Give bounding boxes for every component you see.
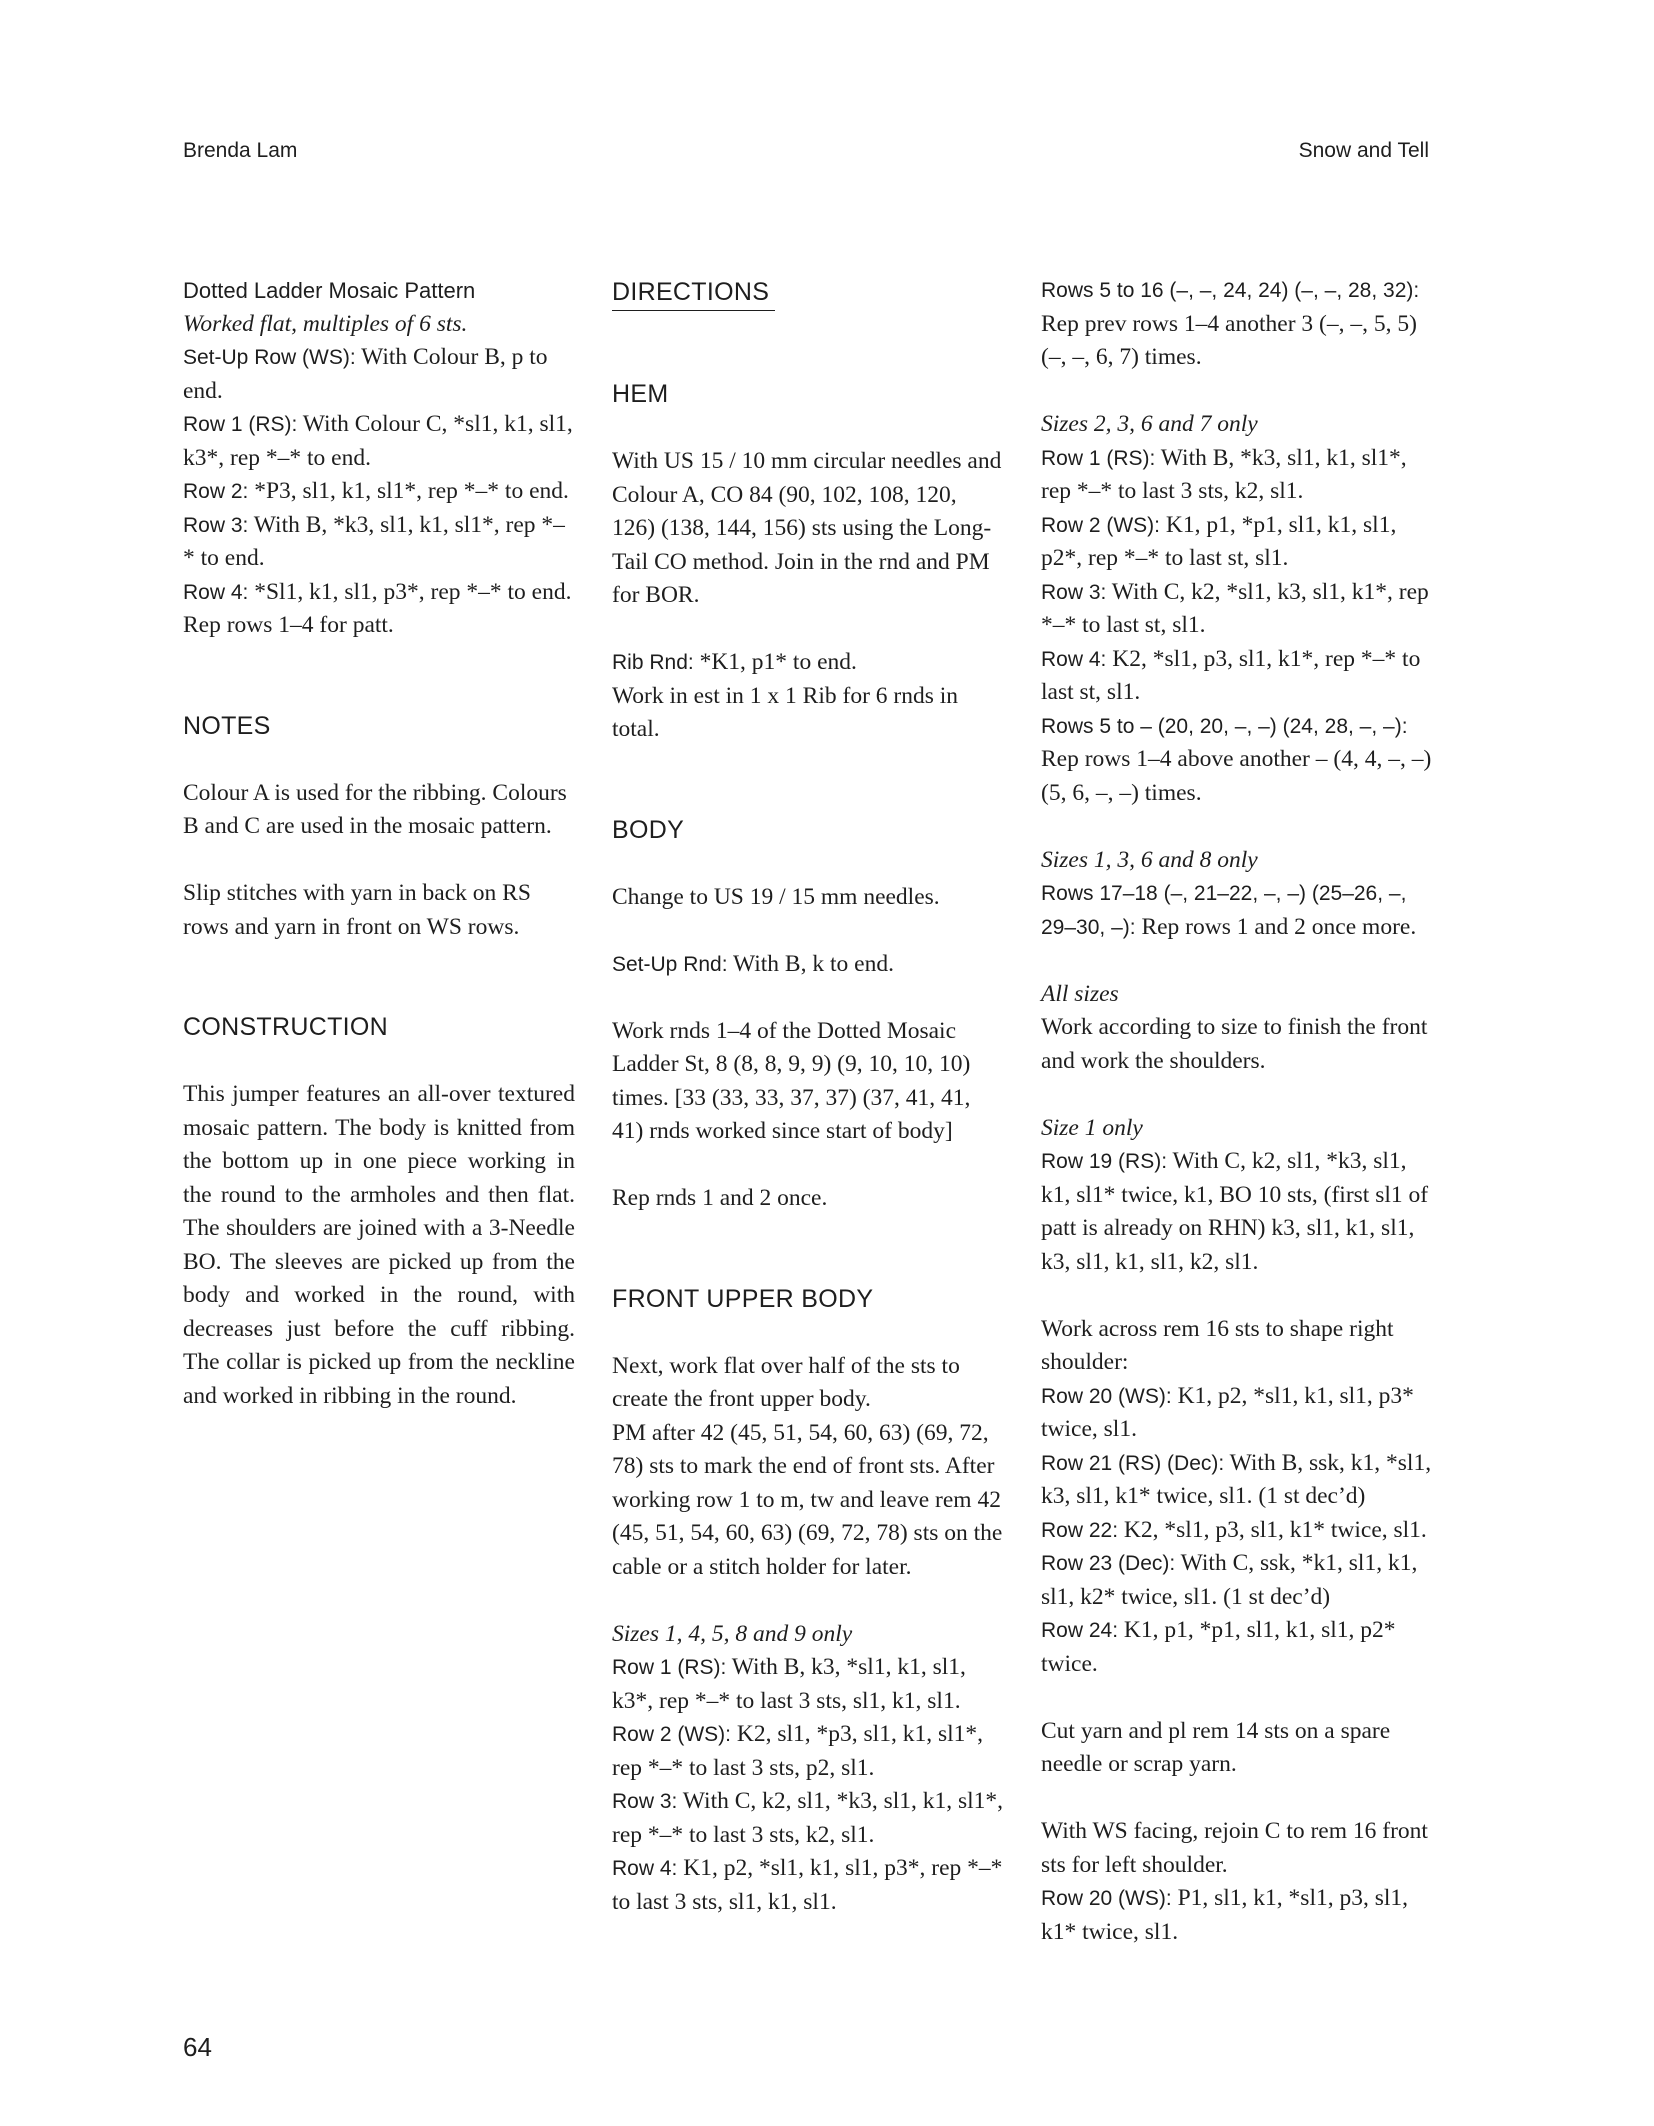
front-paragraph: Next, work flat over half of the sts to create the front upper body. bbox=[612, 1352, 960, 1412]
row-label: Row 19 (RS): bbox=[1041, 1150, 1168, 1173]
body-paragraph: Work rnds 1–4 of the Dotted Mosaic Ladder St, 8 (8, 8, 9, 9) (9, 10, 10, 10) times. [33 (33, 33, 37, 37) (37, 41, 41, 41) rnds worked since start of body] bbox=[612, 1017, 971, 1144]
row-text: With Colour C, *sl1, k1, sl1, k3*, rep *–* to end. bbox=[183, 411, 573, 471]
row-label: Row 4: bbox=[612, 1857, 678, 1880]
sizes-heading: Sizes 1, 3, 6 and 8 only bbox=[1041, 846, 1258, 873]
body-heading: BODY bbox=[612, 815, 685, 844]
pattern-rows bbox=[1041, 1882, 1433, 1949]
row-text: With B, k3, *sl1, k1, sl1, k3*, rep *–* to last 3 sts, sl1, k1, sl1. bbox=[612, 1654, 966, 1714]
row-label: Rows 5 to – (20, 20, –, –) (24, 28, –, –): bbox=[1041, 714, 1408, 738]
row-text: With C, ssk, *k1, sl1, k1, sl1, k2* twice, sl1. (1 st dec’d) bbox=[1041, 1550, 1418, 1610]
row-text: *Sl1, k1, sl1, p3*, rep *–* to end. bbox=[248, 578, 572, 605]
row-label: Row 4: bbox=[183, 580, 249, 604]
pattern-rows bbox=[183, 341, 575, 609]
row-text: With C, k2, sl1, *k3, sl1, k1, sl1* twice, k1, BO 10 sts, (first sl1 of patt is already on RHN) k3, sl1, k1, sl1, k3, sl1, k1, sl1, k2, sl1. bbox=[1041, 1148, 1429, 1275]
row-label: Rows 17–18 (–, 21–22, –, –) (25–26, –, 29–30, –): bbox=[1041, 882, 1407, 939]
row-text: K2, sl1, *p3, sl1, k1, sl1*, rep *–* to last 3 sts, p2, sl1. bbox=[612, 1721, 984, 1781]
directions-heading: DIRECTIONS bbox=[612, 274, 775, 311]
row-label: Row 1 (RS): bbox=[1041, 446, 1156, 470]
setup-text: With B, k to end. bbox=[727, 950, 894, 977]
pattern-row bbox=[1041, 1547, 1433, 1614]
notes-paragraph: Colour A is used for the ribbing. Colours B and C are used in the mosaic pattern. bbox=[183, 779, 567, 839]
pattern-row bbox=[183, 509, 575, 576]
setup-round bbox=[612, 948, 1004, 982]
row-label: Row 23 (Dec): bbox=[1041, 1552, 1176, 1575]
row-label: Row 3: bbox=[1041, 580, 1107, 604]
size-1-heading: Size 1 only bbox=[1041, 1114, 1143, 1141]
page-number: 64 bbox=[183, 2032, 212, 2062]
row-text: K1, p2, *sl1, k1, sl1, p3* twice, sl1. bbox=[1041, 1382, 1414, 1442]
row-text: With C, k2, *sl1, k3, sl1, k1*, rep *–* to last st, sl1. bbox=[1041, 578, 1429, 638]
work-across-text: Work across rem 16 sts to shape right shoulder: bbox=[1041, 1315, 1394, 1375]
sizes-heading: Sizes 2, 3, 6 and 7 only bbox=[1041, 411, 1258, 437]
pattern-row bbox=[1041, 1447, 1433, 1514]
pattern-row bbox=[612, 1785, 1004, 1852]
pattern-row bbox=[1041, 1614, 1433, 1681]
body-paragraph: Change to US 19 / 15 mm needles. bbox=[612, 883, 940, 910]
pattern-row bbox=[1041, 1882, 1433, 1949]
front-upper-body-heading: FRONT UPPER BODY bbox=[612, 1284, 874, 1313]
row-text: With Colour B, p to end. bbox=[183, 344, 548, 404]
row-label: Row 21 (RS) (Dec): bbox=[1041, 1451, 1225, 1475]
pattern-row bbox=[1041, 274, 1433, 375]
row-text: K1, p1, *p1, sl1, k1, sl1, p2* twice. bbox=[1041, 1617, 1396, 1677]
row-text: With B, *k3, sl1, k1, sl1*, rep *–* to last 3 sts, k2, sl1. bbox=[1041, 444, 1407, 504]
row-text: Rep prev rows 1–4 another 3 (–, –, 5, 5) (–, –, 6, 7) times. bbox=[1041, 310, 1417, 370]
row-text: With C, k2, sl1, *k3, sl1, k1, sl1*, rep *–* to last 3 sts, k2, sl1. bbox=[612, 1788, 1004, 1848]
pattern-row bbox=[183, 408, 575, 475]
all-sizes-heading: All sizes bbox=[1041, 980, 1119, 1007]
pattern-row bbox=[1041, 877, 1433, 944]
pattern-rows bbox=[1041, 877, 1433, 944]
pattern-row bbox=[1041, 442, 1433, 509]
column-3 bbox=[1041, 274, 1433, 1949]
row-text: K1, p1, *p1, sl1, k1, sl1, p2*, rep *–* to last st, sl1. bbox=[1041, 511, 1397, 571]
row-text: P1, sl1, k1, *sl1, p3, sl1, k1* twice, sl1. bbox=[1041, 1885, 1409, 1945]
notes-paragraph: Slip stitches with yarn in back on RS rows and yarn in front on WS rows. bbox=[183, 880, 531, 940]
pattern-row bbox=[1041, 509, 1433, 576]
row-label: Row 2 (WS): bbox=[612, 1723, 732, 1746]
setup-label: Set-Up Rnd: bbox=[612, 952, 728, 976]
row-label: Row 20 (WS): bbox=[1041, 1384, 1172, 1408]
pattern-row bbox=[183, 341, 575, 408]
row-label: Set-Up Row (WS): bbox=[183, 346, 356, 369]
pattern-row bbox=[612, 1852, 1004, 1919]
row-text: Rep rows 1–4 above another – (4, 4, –, –) (5, 6, –, –) times. bbox=[1041, 746, 1432, 806]
pattern-row bbox=[1041, 1145, 1433, 1279]
all-sizes-text: Work according to size to finish the front and work the shoulders. bbox=[1041, 1014, 1428, 1074]
rib-label: Rib Rnd: bbox=[612, 651, 694, 674]
pattern-row bbox=[1041, 710, 1433, 811]
column-2 bbox=[612, 274, 1004, 1919]
row-label: Row 4: bbox=[1041, 647, 1107, 671]
row-text: K1, p2, *sl1, k1, sl1, p3*, rep *–* to last 3 sts, sl1, k1, sl1. bbox=[612, 1855, 1003, 1915]
pattern-row bbox=[612, 1651, 1004, 1718]
construction-paragraph: This jumper features an all-over textured mosaic pattern. The body is knitted from the bottom up in one piece working in the round to the armholes and then flat. The shoulders are joined with a 3-Needle BO. The sleeves are picked up from the body and worked in the round, with decreases just before the cuff ribbing. The collar is picked up from the neckline and worked in ribbing in the round. bbox=[183, 1081, 575, 1409]
row-label: Row 3: bbox=[612, 1790, 678, 1813]
pattern-row bbox=[1041, 1380, 1433, 1447]
rib-text: *K1, p1* to end. bbox=[693, 649, 857, 675]
row-label: Row 2: bbox=[183, 480, 249, 503]
cut-yarn-text: Cut yarn and pl rem 14 sts on a spare needle or scrap yarn. bbox=[1041, 1717, 1391, 1777]
pattern-row bbox=[183, 576, 575, 610]
repeat-text: Rep rows 1–4 for patt. bbox=[183, 612, 394, 638]
pattern-title: Dotted Ladder Mosaic Pattern bbox=[183, 278, 476, 303]
rib-work: Work in est in 1 x 1 Rib for 6 rnds in total. bbox=[612, 682, 959, 742]
front-paragraph: PM after 42 (45, 51, 54, 60, 63) (69, 72, 78) sts to mark the end of front sts. After working row 1 to m, tw and leave rem 42 (45, 51, 54, 60, 63) (69, 72, 78) sts on the cable or a stitch holder for later. bbox=[612, 1419, 1003, 1580]
ws-facing-text: With WS facing, rejoin C to rem 16 front sts for left shoulder. bbox=[1041, 1818, 1428, 1878]
row-text: Rep rows 1 and 2 once more. bbox=[1135, 913, 1417, 940]
pattern-row bbox=[1041, 643, 1433, 710]
row-text: *P3, sl1, k1, sl1*, rep *–* to end. bbox=[248, 478, 569, 504]
row-text: With B, *k3, sl1, k1, sl1*, rep *–* to end. bbox=[183, 511, 565, 571]
pattern-subtitle: Worked flat, multiples of 6 sts. bbox=[183, 310, 468, 337]
pattern-row bbox=[1041, 1514, 1433, 1548]
pattern-rows bbox=[612, 1651, 1004, 1919]
row-label: Row 1 (RS): bbox=[612, 1656, 727, 1679]
row-text: K2, *sl1, p3, sl1, k1*, rep *–* to last st, sl1. bbox=[1041, 645, 1421, 705]
row-label: Row 22: bbox=[1041, 1518, 1119, 1542]
hem-paragraph: With US 15 / 10 mm circular needles and Colour A, CO 84 (90, 102, 108, 120, 126) (138, 144, 156) sts using the Long-Tail CO method. Join in the rnd and PM for BOR. bbox=[612, 448, 1002, 608]
sizes-heading: Sizes 1, 4, 5, 8 and 9 only bbox=[612, 1620, 853, 1647]
column-1 bbox=[183, 274, 575, 1413]
pattern-row bbox=[1041, 576, 1433, 643]
pattern-rows bbox=[1041, 1145, 1433, 1279]
pattern-row bbox=[183, 475, 575, 509]
pattern-rows bbox=[1041, 442, 1433, 811]
rib-round bbox=[612, 646, 1004, 680]
row-label: Row 2 (WS): bbox=[1041, 513, 1161, 537]
row-text: K2, *sl1, p3, sl1, k1* twice, sl1. bbox=[1118, 1516, 1427, 1543]
row-label: Row 20 (WS): bbox=[1041, 1887, 1172, 1910]
notes-heading: NOTES bbox=[183, 711, 271, 740]
row-label: Row 1 (RS): bbox=[183, 413, 298, 436]
pattern-row bbox=[612, 1718, 1004, 1785]
running-header-author: Brenda Lam bbox=[183, 139, 298, 162]
body-paragraph: Rep rnds 1 and 2 once. bbox=[612, 1185, 828, 1211]
construction-heading: CONSTRUCTION bbox=[183, 1013, 388, 1041]
row-label: Row 24: bbox=[1041, 1619, 1119, 1642]
pattern-rows bbox=[1041, 1380, 1433, 1682]
row-label: Rows 5 to 16 (–, –, 24, 24) (–, –, 28, 32): bbox=[1041, 279, 1420, 302]
hem-heading: HEM bbox=[612, 380, 669, 408]
row-label: Row 3: bbox=[183, 513, 249, 537]
running-header-title: Snow and Tell bbox=[1298, 139, 1429, 162]
row-text: With B, ssk, k1, *sl1, k3, sl1, k1* twice, sl1. (1 st dec’d) bbox=[1041, 1449, 1432, 1509]
